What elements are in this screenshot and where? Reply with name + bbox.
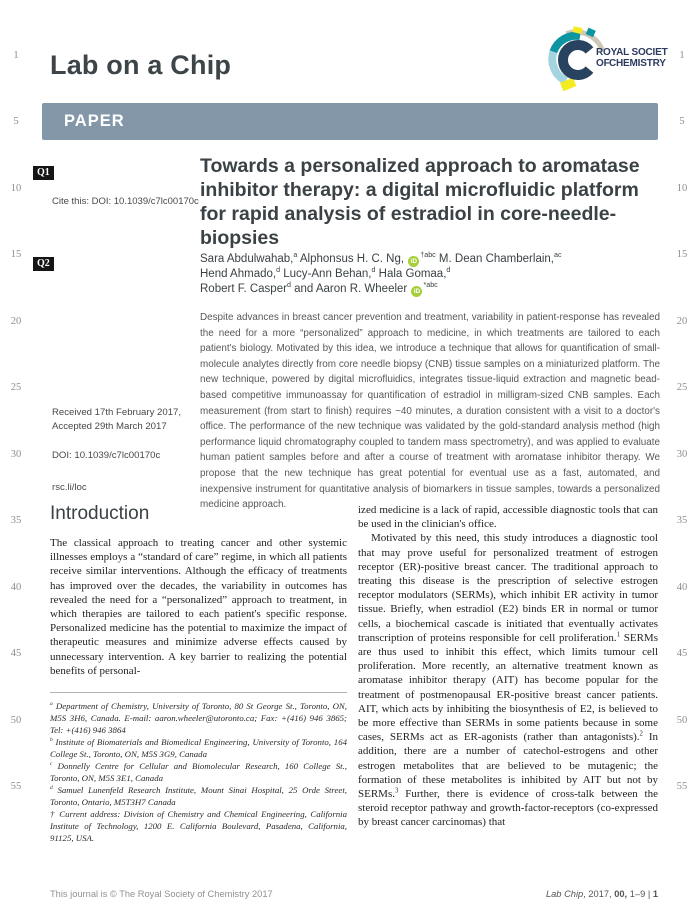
text-segment: a <box>293 251 298 260</box>
left-margin-line-numbers <box>6 50 26 792</box>
article-title: Towards a personalized approach to aromatase inhibitor therapy: a digital microfluidic platform for rapid analysis of estradiol in core-needle-biopsies <box>200 155 640 249</box>
margin-line-number: 25 <box>676 382 688 394</box>
author-line-3 <box>200 282 662 297</box>
author-line-1 <box>200 252 662 267</box>
logo-c-ring <box>563 45 590 75</box>
text-segment: , 2017, <box>583 889 615 899</box>
orcid-icon: iD <box>411 286 422 297</box>
text-segment: d <box>50 785 53 792</box>
text-segment: 2 <box>639 730 643 738</box>
margin-line-number: 55 <box>10 780 22 792</box>
text-segment: b <box>50 737 53 744</box>
margin-line-number: 35 <box>10 515 22 527</box>
editor-query-q1-badge: Q1 <box>33 166 54 180</box>
affiliation-footnotes <box>50 692 347 844</box>
intro-paragraph-right-2 <box>358 531 658 829</box>
margin-line-number: 50 <box>676 714 688 726</box>
introduction-heading: Introduction <box>50 503 150 524</box>
text-segment: SERMs are thus used to inhibit this effect, which limits tumour cell proliferation. More recently, an alternative treatment known as aromatase inhibitor therapy (AIT) has become popular for the treatment of postmenopausal ER-positive breast cancer patients. AIT, which acts by inhibiting the biosynthesis of E2, is believed to be more effective than SERMs in some patients because in some cases, SERMs act as ER-agonists (rather than antagonists). <box>358 631 658 744</box>
text-segment: d <box>276 266 281 275</box>
margin-line-number: 45 <box>10 648 22 660</box>
footnote-d <box>50 784 347 808</box>
text-segment: 00, <box>614 889 628 899</box>
text-segment: 1 <box>652 889 658 899</box>
publisher-name-chemistry: CHEMISTRY <box>609 58 666 69</box>
right-column <box>358 503 658 830</box>
footnote-b <box>50 736 347 760</box>
paper-section-banner <box>42 103 658 140</box>
received-date: Received 17th February 2017, <box>52 407 182 418</box>
text-segment: Department of Chemistry, University of Toronto, 80 St George St., Toronto, ON, M5S 3H6, Canada. E-mail: aaron.wheeler@utoronto.ca; Fax: +(416) 946 3865; Tel: +(416) 946 3864 <box>50 701 347 735</box>
text-segment: † Current address: Division of Chemistry and Chemical Engineering, California Institute of Technology, 1200 E. California Boulevard, Pasadena, California, 91125, USA. <box>50 809 347 843</box>
text-segment: Hala Gomaa, <box>375 268 447 280</box>
text-segment: ac <box>553 251 562 260</box>
margin-line-number: 30 <box>10 448 22 460</box>
margin-line-number: 30 <box>676 448 688 460</box>
text-segment: Sara Abdulwahab, <box>200 253 294 265</box>
text-segment: Institute of Biomaterials and Biomedical Engineering, University of Toronto, 164 College St., Toronto, ON, M5S 3G9, Canada <box>50 737 347 759</box>
text-segment: *abc <box>423 281 438 290</box>
copyright-line: This journal is © The Royal Society of Chemistry 2017 <box>50 889 273 899</box>
author-line-2 <box>200 267 662 282</box>
margin-line-number: 50 <box>10 714 22 726</box>
intro-paragraph-right-1 <box>358 503 658 531</box>
margin-line-number: 55 <box>676 780 688 792</box>
text-segment: Motivated by this need, this study introduces a diagnostic tool that may prove useful for personalized treatment of estrogen receptor (ER)-positive breast cancer. The traditional approach to treating this disease is the prescription of selective estrogen receptor modulators (SERMs), which inhibit ER activity in tumor tissue. Briefly, when estradiol (E2) binds ER in normal or tumor cells, a biochemical cascade is initiated that eventually activates transcription of proteins responsible for cell proliferation. <box>358 532 658 644</box>
margin-line-number: 5 <box>679 116 685 128</box>
footnote-a <box>50 700 347 736</box>
text-segment: 1 <box>616 631 621 639</box>
text-segment: Further, there is evidence of cross-talk between the steroid receptor pathway and growth-factor-receptors (co-expressed by breast cancer carcinomas) that <box>358 788 658 829</box>
margin-line-number: 15 <box>10 249 22 261</box>
right-margin-line-numbers <box>672 50 692 792</box>
margin-line-number: 40 <box>676 581 688 593</box>
rsc-logo-emblem <box>546 22 668 98</box>
text-segment: Lucy-Ann Behan, <box>280 268 372 280</box>
margin-line-number: 20 <box>676 315 688 327</box>
margin-line-number: 1 <box>13 50 19 61</box>
abstract-text: Despite advances in breast cancer prevention and treatment, variability in patient-response has revealed the need for a more “personalized” approach to medicine, in which treatments are tailored to each patient's biology. Motivated by this idea, we introduce a technique that allows for quantification of small-molecule analytes directly from core needle biopsy (CNB) tissue samples on a miniaturized platform. The new technique, powered by digital microfluidics, integrates tissue-liquid extraction and magnetic bead-based competitive immunoassay for quantification of estradiol in milligram-sized CNB samples. Each measurement (from start to finish) requires ~40 minutes, a duration consistent with a visit to a doctor's office. The performance of the new technique was validated by the gold-standard analysis method (high performance liquid chromatography coupled to tandem mass spectrometry), and was applied to evaluate human patient samples before and after a course of treatment with aromatase inhibitor therapy. We propose that the new technique has great potential for eventual use as a fast, automated, and inexpensive instrument for quantitative analysis of biomarkers in tissue samples, towards a personalized medicine approach. <box>200 312 660 511</box>
text-segment: d <box>286 281 291 290</box>
journal-homepage-link[interactable]: rsc.li/loc <box>52 482 87 493</box>
text-segment: 1–9 | <box>627 889 653 899</box>
text-segment: Alphonsus H. C. Ng, <box>297 253 408 265</box>
text-segment: and Aaron R. Wheeler <box>290 283 411 295</box>
footnote-c <box>50 760 347 784</box>
text-segment: ized medicine is a lack of rapid, accessible diagnostic tools that can be used in the clinician's office. <box>358 504 658 531</box>
margin-line-number: 40 <box>10 581 22 593</box>
publisher-name-of: OF <box>596 58 610 69</box>
footnote-dagger <box>50 808 347 844</box>
text-segment: Lab Chip <box>545 889 584 899</box>
orcid-icon: iD <box>408 256 419 267</box>
section-label: PAPER <box>64 112 125 130</box>
rsc-logo <box>546 22 668 98</box>
text-segment: Robert F. Casper <box>200 283 287 295</box>
text-segment: d <box>371 266 376 275</box>
text-segment: c <box>50 761 53 768</box>
text-segment: Donnelly Centre for Cellular and Biomolecular Research, 160 College St., Toronto, ON, M5S 3E1, Canada <box>50 761 347 783</box>
accepted-date: Accepted 29th March 2017 <box>52 421 167 432</box>
text-segment: 3 <box>395 787 399 795</box>
margin-line-number: 20 <box>10 315 22 327</box>
text-segment: In addition, there are a number of catechol-estrogens and other estrogen metabolites that are believed to be mutagenic; the formation of these metabolites is inhibited by AIT but not by SERMs. <box>358 731 658 801</box>
text-segment: †abc <box>420 251 436 260</box>
margin-line-number: 15 <box>676 249 688 261</box>
journal-title: Lab on a Chip <box>50 50 232 80</box>
publisher-name-line1: ROYAL SOCIETY <box>596 47 668 58</box>
margin-line-number: 5 <box>13 116 19 128</box>
left-column <box>50 503 347 678</box>
publication-info <box>52 406 198 495</box>
text-segment: d <box>446 266 451 275</box>
margin-line-number: 1 <box>679 50 685 61</box>
text-segment: Hend Ahmado, <box>200 268 277 280</box>
doi-text: DOI: 10.1039/c7lc00170c <box>52 450 161 461</box>
author-list <box>200 252 662 297</box>
text-segment: M. Dean Chamberlain, <box>435 253 554 265</box>
text-segment: Samuel Lunenfeld Research Institute, Mount Sinai Hospital, 25 Orde Street, Toronto, Ontario, M5T3H7 Canada <box>50 785 347 807</box>
margin-line-number: 10 <box>10 182 22 194</box>
margin-line-number: 25 <box>10 382 22 394</box>
intro-paragraph-left: The classical approach to treating cancer and other systemic illnesses employs a “standard of care” regime, in which all patients receive similar interventions. Although the efficacy of treatments has improved over the decades, the variability in outcomes has revealed the need for a “personalized” approach to treatment, in which therapies are tailored to each patient's specific response. Personalized medicine has the potential to maximize the impact of therapeutic measures and minimize adverse effects caused by unnecessary intervention. A key barrier to realizing the potential benefits of personal- <box>50 537 347 677</box>
cite-doi-text: Cite this: DOI: 10.1039/c7lc00170c <box>52 196 199 207</box>
editor-query-q2-badge: Q2 <box>33 257 54 271</box>
citation-page-line <box>546 889 658 899</box>
margin-line-number: 35 <box>676 515 688 527</box>
margin-line-number: 45 <box>676 648 688 660</box>
margin-line-number: 10 <box>676 182 688 194</box>
text-segment: a <box>50 701 53 708</box>
